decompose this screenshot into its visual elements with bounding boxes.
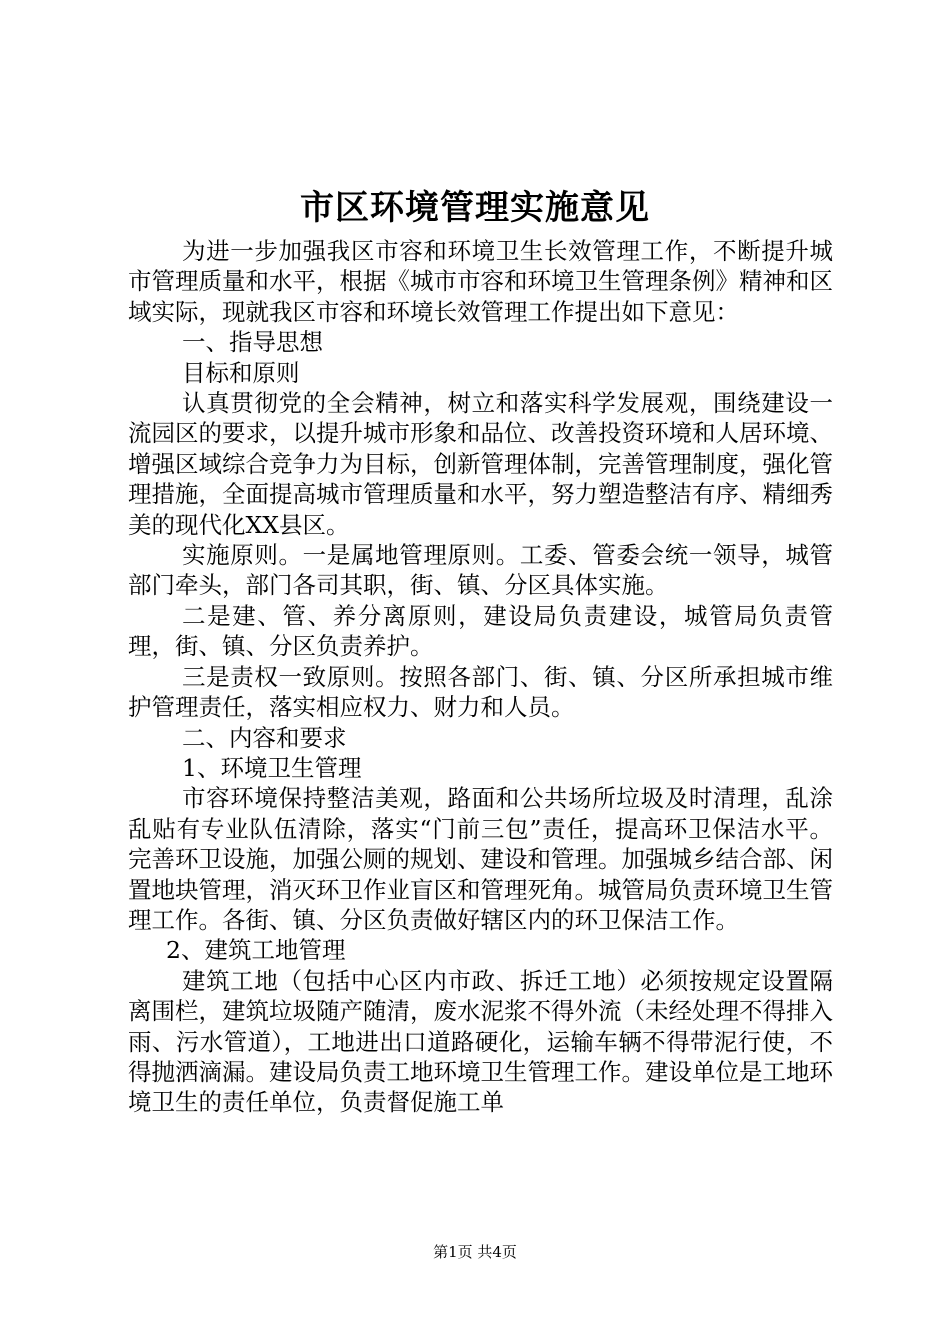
page-number-footer: 第1页 共4页 xyxy=(433,1243,517,1261)
subsection-heading-sanitation: 1、环境卫生管理 xyxy=(182,753,362,782)
document-body xyxy=(128,236,833,1118)
construction-paragraph: 建筑工地（包括中心区内市政、拆迁工地）必须按规定设置隔离围栏，建筑垃圾随产随清，废水泥浆不得外流（未经处理不得排入雨、污水管道），工地进出口道路硬化，运输车辆不得带泥行使，不得抛洒滴漏。建设局负责工地环境卫生管理工作。建设单位是工地环境卫生的责任单位，负责督促施工单 xyxy=(128,966,833,1117)
principle-paragraph-3: 三是责权一致原则。按照各部门、街、镇、分区所承担城市维护管理责任，落实相应权力、财力和人员。 xyxy=(128,662,833,722)
principle-paragraph-1: 实施原则。一是属地管理原则。工委、管委会统一领导，城管部门牵头，部门各司其职，街、镇、分区具体实施。 xyxy=(128,541,833,600)
section-subheading-goals: 目标和原则 xyxy=(182,358,300,387)
section-heading-guiding-thought: 一、指导思想 xyxy=(182,328,323,357)
section-heading-content: 二、内容和要求 xyxy=(182,723,347,752)
sanitation-paragraph: 市容环境保持整洁美观，路面和公共场所垃圾及时清理，乱涂乱贴有专业队伍清除，落实“门前三包”责任，提高环卫保洁水平。完善环卫设施，加强公厕的规划、建设和管理。加强城乡结合部、闲置地块管理，消灭环卫作业盲区和管理死角。城管局负责环境卫生管理工作。各街、镇、分区负责做好辖区内的环卫保洁工作。 xyxy=(128,784,833,934)
subsection-heading-construction: 2、建筑工地管理 xyxy=(166,936,346,965)
document-title: 市区环境管理实施意见 xyxy=(300,188,650,228)
intro-paragraph: 为进一步加强我区市容和环境卫生长效管理工作，不断提升城市管理质量和水平，根据《城市市容和环境卫生管理条例》精神和区域实际，现就我区市容和环境长效管理工作提出如下意见： xyxy=(128,237,833,326)
goals-paragraph: 认真贯彻党的全会精神，树立和落实科学发展观，围绕建设一流园区的要求，以提升城市形象和品位、改善投资环境和人居环境、增强区域综合竞争力为目标，创新管理体制，完善管理制度，强化管理措施，全面提高城市管理质量和水平，努力塑造整洁有序、精细秀美的现代化XX县区。 xyxy=(128,389,833,539)
principle-paragraph-2: 二是建、管、养分离原则，建设局负责建设，城管局负责管理，街、镇、分区负责养护。 xyxy=(128,601,833,661)
